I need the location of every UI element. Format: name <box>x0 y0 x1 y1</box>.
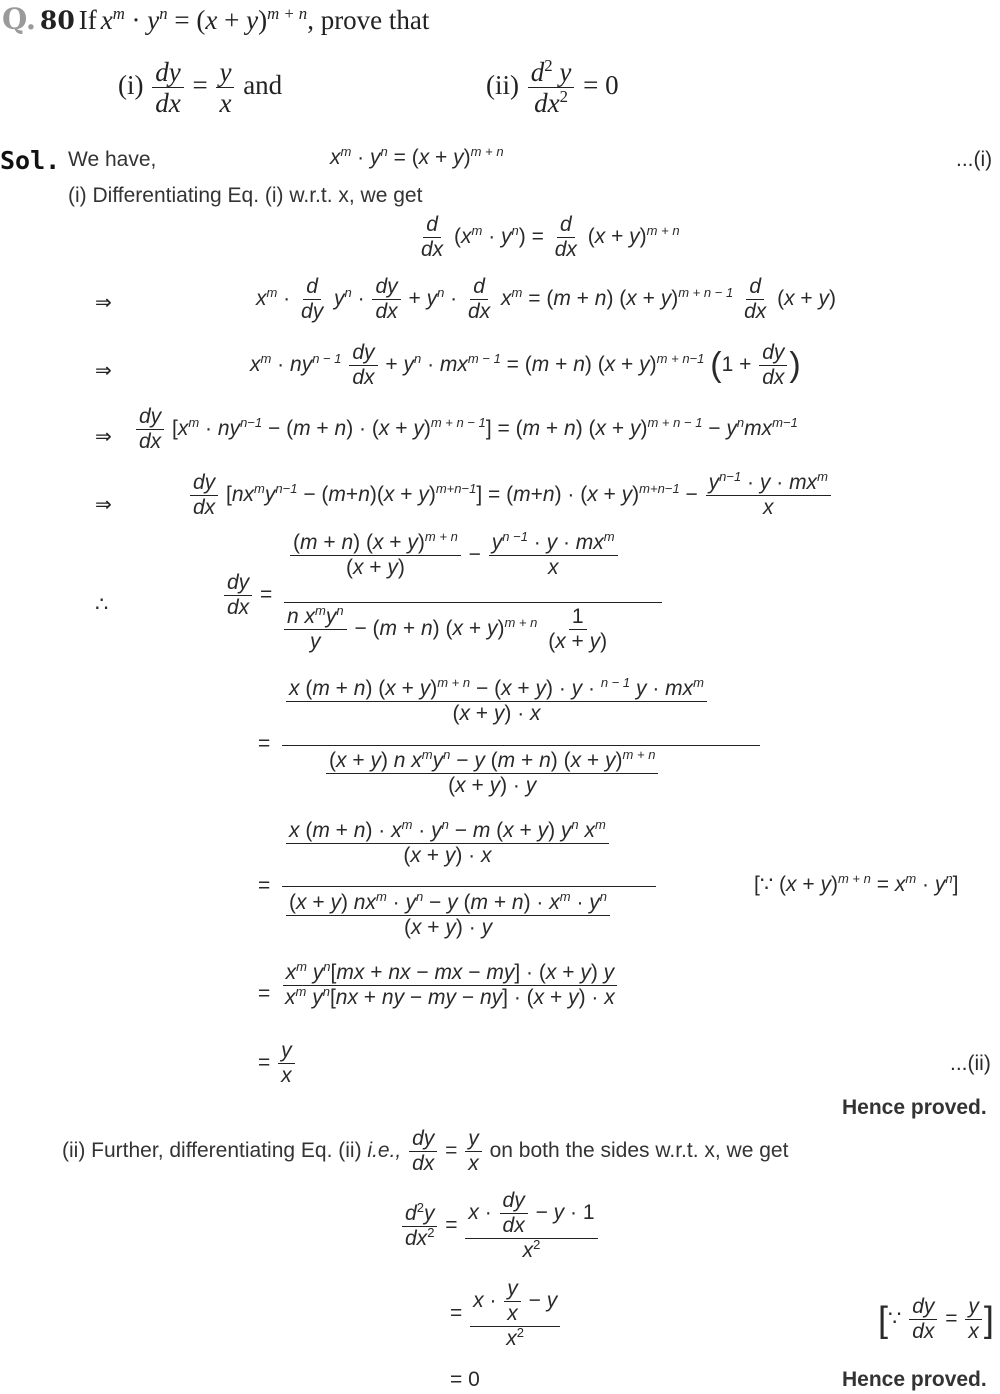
compound-num-1: $\frac{(m + n) (x + y)^{m + n}}{(x + y)}$ − $\frac{y^{n -1} \cdot y \cdot mx^m}{x}$ <box>288 532 620 579</box>
part-ii-text-a: Further, differentiating Eq. (ii) <box>91 1139 362 1163</box>
question-label: Q. <box>2 2 36 36</box>
therefore-symbol: ∴ <box>95 593 109 616</box>
question-suffix: , prove that <box>307 5 430 35</box>
equals-sign: = <box>258 982 271 1005</box>
part-i-text: Differentiating Eq. (i) w.r.t. x, we get <box>92 184 423 207</box>
step-5: $\frac{dy}{dx}$ $[nx^my^{n-1} - (m+n)(x + y)^{m+n-1}] = (m+n) \cdot (x + y)^{m+n-1}$ − $\frac{y^{n-1} \cdot y \cdot mx^m}{x}$ <box>188 472 833 519</box>
question-part-ii-rhs: = 0 <box>583 70 619 101</box>
step-1: $\frac{d}{dx}$ $(x^m \cdot y^n)$ = $\frac{d}{dx}$ $(x + y)^{m + n}$ <box>421 213 680 262</box>
question-number: 80 <box>39 6 75 35</box>
result-y-over-x: = $\frac{y}{x}$ <box>258 1040 297 1087</box>
dy-dx-lhs: $\frac{dy}{dx}$ = <box>222 572 272 619</box>
hence-proved-2: Hence proved. <box>842 1368 987 1391</box>
solution-label: Sol. <box>0 146 61 175</box>
second-derivative-fraction: $\frac{d^2 y}{dx^2}$ <box>528 58 575 118</box>
because-symbol: ∵ <box>888 1307 902 1331</box>
question-part-ii <box>486 58 619 118</box>
simplified-fraction: $\frac{x^m y^n[mx + nx - mx - my] \cdot (x + y) y}{x^m y^n[nx + ny - my - ny] \cdot (x + y) \cdot x}$ <box>280 962 620 1009</box>
hence-proved-1: Hence proved. <box>842 1096 987 1119</box>
part-ii-label: (ii) <box>62 1139 86 1163</box>
question-and: and <box>243 70 283 101</box>
final-result: = 0 <box>450 1368 480 1391</box>
second-derivative-step-1: $\frac{d^2y}{dx^2}$ = x · $\frac{dy}{dx}$ − y · 1 $x^2$ <box>400 1190 600 1262</box>
second-derivative-step-2: = x · $\frac{y}{x}$ − y $x^2$ <box>450 1278 562 1350</box>
question-part-i-label: (i) <box>118 70 144 101</box>
compound-den-1: $\frac{n x^my^n}{y}$ − (m + n) $(x + y)^{m + n}$ $\frac{1}{(x + y)}$ <box>282 606 612 653</box>
question-part-ii-label: (ii) <box>486 70 519 101</box>
main-fraction-bar <box>282 745 760 746</box>
question-header <box>2 2 429 36</box>
main-fraction-bar <box>282 886 656 887</box>
compound-den-3: $\frac{(x + y) nx^m \cdot y^n - y (m + n) \cdot x^m \cdot y^n}{(x + y) \cdot y}$ <box>284 892 612 939</box>
compound-num-2: $\frac{x (m + n) (x + y)^{m + n} - (x + y) \cdot y \cdot ^{n - 1} y \cdot mx^m}{(x + y) \cdot x}$ <box>284 678 709 725</box>
implies-arrow: ⇒ <box>95 290 112 314</box>
part-i-label: (i) <box>68 184 87 207</box>
equation-i: $x^m \cdot y^n = (x + y)^{m + n}$ <box>330 144 504 169</box>
equation-tag-ii: ...(ii) <box>950 1052 991 1075</box>
question-part-i: (i) $\frac{dy}{dx}$ = $\frac{y}{x}$ and <box>118 57 283 119</box>
compound-den-2: $\frac{(x + y) n x^my^n - y (m + n) (x + y)^{m + n}}{(x + y) \cdot y}$ <box>324 750 660 797</box>
implies-arrow: ⇒ <box>95 358 112 382</box>
dy-dx-fraction: $\frac{dy}{dx}$ <box>152 58 183 118</box>
question-equation: $x^m \cdot y^n = (x + y)^{m + n}$ <box>100 4 308 35</box>
part-i-intro <box>68 184 422 208</box>
compound-num-3: $\frac{x (m + n) \cdot x^m \cdot y^n - m (x + y) y^n x^m}{(x + y) \cdot x}$ <box>284 820 611 867</box>
we-have-text: We have, <box>68 148 157 171</box>
step-2: $x^m$ · $\frac{d}{dy}$ $y^n$ · $\frac{dy}{dx}$ + $y^n$ · $\frac{d}{dx}$ $x^m = (m + n) (x + y)^{m + n - 1}$ $\frac{d}{dx}$ (x + y) <box>256 275 837 324</box>
reason-bracket-1: [∵ $(x + y)^{m + n} = x^m \cdot y^n$] <box>754 871 959 896</box>
equals-sign: = <box>258 732 271 755</box>
part-ii-intro: (ii) Further, differentiating Eq. (ii) i.e., $\frac{dy}{dx}$ = $\frac{y}{x}$ on both the sides w.r.t. x, we get <box>62 1127 789 1176</box>
reason-bracket-2: [∵ $\frac{dy}{dx}$ = $\frac{y}{x}$ ] <box>878 1295 994 1344</box>
y-over-x-fraction: $\frac{y}{x}$ <box>216 58 234 118</box>
implies-arrow: ⇒ <box>95 424 112 448</box>
part-ii-ie: i.e., <box>367 1139 402 1163</box>
question-prefix: If <box>78 5 97 35</box>
step-4: $\frac{dy}{dx}$ $[x^m \cdot ny^{n-1} - (m + n) \cdot (x + y)^{m + n - 1}] = (m + n) (x + y)^{m + n - 1} - y^nmx^{m-1}$ <box>134 406 798 453</box>
part-ii-text-b: on both the sides w.r.t. x, we get <box>489 1139 789 1163</box>
equation-tag-i: ...(i) <box>956 148 993 171</box>
step-3: $x^m \cdot ny^{n - 1}$ $\frac{dy}{dx}$ + $y^n \cdot mx^{m - 1} = (m + n) (x + y)^{m + n-1}$ (1 + $\frac{dy}{dx}$ ) <box>250 341 801 390</box>
equals-sign: = <box>258 874 271 897</box>
implies-arrow: ⇒ <box>95 492 112 516</box>
